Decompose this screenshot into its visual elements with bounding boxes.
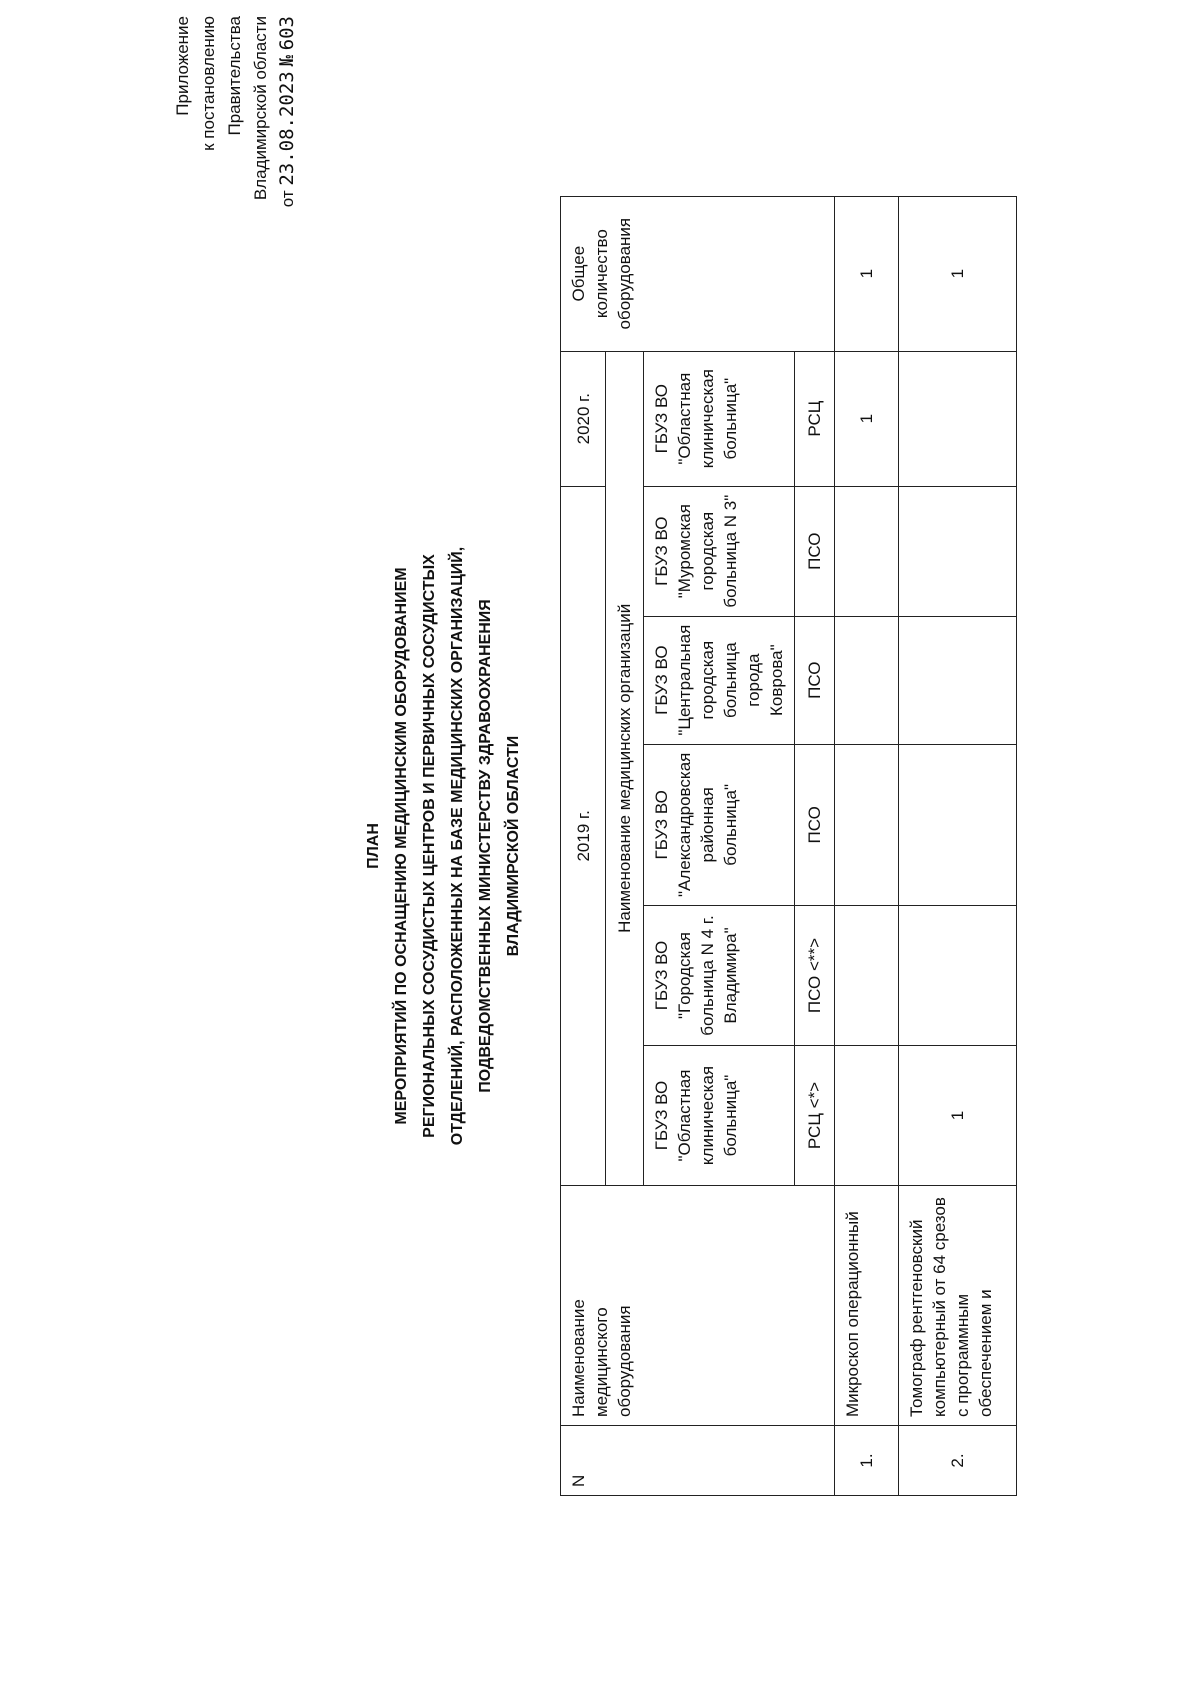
document-title (360, 296, 528, 1396)
equipment-plan-table (560, 196, 1017, 1496)
table-header-row-years (561, 196, 606, 1495)
row-1-name: Микроскоп операционный (835, 1186, 899, 1426)
annex-line-1: Приложение (173, 16, 192, 116)
title-line-1: ПЛАН (365, 823, 382, 869)
header-org-4: ГБУЗ ВО "Центральная городская больница города Коврова" (644, 616, 795, 744)
row-1-val-2 (835, 906, 899, 1046)
header-org-6: ГБУЗ ВО "Областная клиническая больница" (644, 351, 795, 486)
row-2-val-3 (899, 744, 1017, 905)
title-line-6: ВЛАДИМИРСКОЙ ОБЛАСТИ (505, 735, 522, 957)
header-org-group: Наименование медицинских организаций (606, 351, 644, 1185)
header-org-3: ГБУЗ ВО "Александровская районная больница" (644, 744, 795, 905)
row-2-val-2 (899, 906, 1017, 1046)
title-line-5: ПОДВЕДОМСТВЕННЫХ МИНИСТЕРСТВУ ЗДРАВООХРАНЕНИЯ (477, 599, 494, 1093)
row-1-val-1 (835, 1046, 899, 1186)
annex-line-4: Владимирской области (251, 16, 270, 201)
row-2-name: Томограф рентгеновский компьютерный от 64 срезов с программным обеспечением и (899, 1186, 1017, 1426)
header-type-6: РСЦ (795, 351, 835, 486)
header-org-1: ГБУЗ ВО "Областная клиническая больница" (644, 1046, 795, 1186)
row-2-n: 2. (899, 1426, 1017, 1496)
header-org-2: ГБУЗ ВО "Городская больница N 4 г. Владимира" (644, 906, 795, 1046)
title-line-2: МЕРОПРИЯТИЙ ПО ОСНАЩЕНИЮ МЕДИЦИНСКИМ ОБОРУДОВАНИЕМ (393, 567, 410, 1125)
title-line-3: РЕГИОНАЛЬНЫХ СОСУДИСТЫХ ЦЕНТРОВ И ПЕРВИЧНЫХ СОСУДИСТЫХ (421, 554, 438, 1138)
row-1-val-5 (835, 486, 899, 616)
row-1-val-4 (835, 616, 899, 744)
header-year-2019: 2019 г. (561, 486, 606, 1185)
row-2-val-1: 1 (899, 1046, 1017, 1186)
annex-date: 23.08.2023 (276, 71, 298, 186)
annex-date-line (274, 16, 301, 316)
header-equipment: Наименование медицинского оборудования (561, 1186, 835, 1426)
header-type-4: ПСО (795, 616, 835, 744)
row-1-n: 1. (835, 1426, 899, 1496)
row-2-val-6 (899, 351, 1017, 486)
row-2-val-4 (899, 616, 1017, 744)
title-line-4: ОТДЕЛЕНИЙ, РАСПОЛОЖЕННЫХ НА БАЗЕ МЕДИЦИНСКИХ ОРГАНИЗАЦИЙ, (449, 546, 466, 1146)
row-1-val-3 (835, 744, 899, 905)
header-org-5: ГБУЗ ВО "Муромская городская больница N 3" (644, 486, 795, 616)
row-2-val-5 (899, 486, 1017, 616)
annex-number: 603 (276, 16, 298, 51)
annex-number-sign: № (276, 55, 298, 67)
annex-line-3: Правительства (225, 16, 244, 136)
header-type-2: ПСО <**> (795, 906, 835, 1046)
header-type-5: ПСО (795, 486, 835, 616)
header-type-1: РСЦ <*> (795, 1046, 835, 1186)
header-year-2020: 2020 г. (561, 351, 606, 486)
header-n: N (561, 1426, 835, 1496)
row-2-total: 1 (899, 196, 1017, 351)
annex-block (170, 16, 301, 316)
row-1-val-6: 1 (835, 351, 899, 486)
header-total: Общее количество оборудования (561, 196, 835, 351)
row-1-total: 1 (835, 196, 899, 351)
annex-line-2: к постановлению (199, 16, 218, 151)
annex-date-prefix: от (278, 190, 297, 208)
header-type-3: ПСО (795, 744, 835, 905)
table-row (899, 196, 1017, 1495)
table-row (835, 196, 899, 1495)
